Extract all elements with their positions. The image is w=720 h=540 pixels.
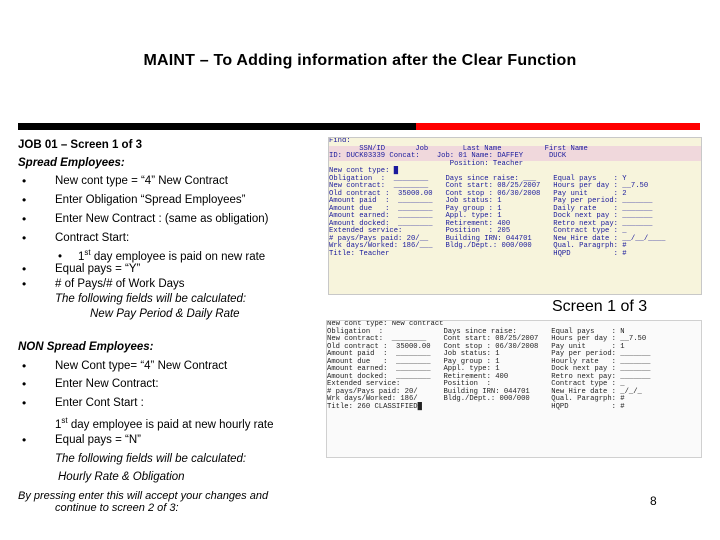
terminal-row: Amount earned: ________ Appl. type: 1 Dock next pay : _______ — [329, 212, 653, 220]
sub-bullet-sup: st — [84, 248, 91, 257]
spread-heading: Spread Employees: — [18, 157, 125, 169]
bullet: • — [22, 433, 27, 447]
first-day-line — [55, 414, 274, 432]
terminal-row: Old contract : 35000.00 Cont stop : 06/30/2008 Pay unit : 1 — [327, 342, 625, 351]
bullet: • — [22, 377, 27, 391]
terminal-row: # pays/Pays paid: 20/ Building IRN: 044701 New Hire date : _/_/_ — [327, 387, 642, 396]
terminal-row: Amount earned: ________ Appl. type: 1 Dock next pay : _______ — [327, 365, 651, 373]
terminal-row: Amount docked: ________ Retirement: 400 Retro next pay: _______ — [329, 219, 653, 228]
terminal-row: Extended service: Position : 205 Contract type : _ — [329, 227, 627, 235]
nonspread-calc-values: Hourly Rate & Obligation — [58, 471, 185, 483]
terminal-row: New contract: ________ Cont start: 08/25/2007 Hours per day : __7.50 — [327, 335, 647, 343]
spread-item: Equal pays = “Y” — [55, 263, 141, 275]
nonspread-heading: NON Spread Employees: — [18, 341, 154, 353]
bullet: • — [22, 277, 27, 291]
slide-title: MAINT – To Adding information after the Clear Function — [143, 52, 577, 69]
terminal-row: Amount paid : ________ Job status: 1 Pay per period: _______ — [329, 197, 653, 205]
title-rule-red — [416, 123, 700, 130]
first-day-text: day employee is paid at new hourly rate — [70, 418, 274, 431]
nonspread-item: New Cont type= “4” New Contract — [55, 360, 228, 372]
title-rule-black — [18, 123, 416, 130]
nonspread-item: Enter Cont Start : — [55, 397, 144, 409]
nonspread-item: Enter New Contract: — [55, 378, 159, 390]
terminal-row: Amount due : ________ Pay group : 1 Hourly rate : _______ — [327, 357, 651, 366]
page-number: 8 — [650, 494, 657, 508]
terminal-row: # pays/Pays paid: 20/__ Building IRN: 044701 New Hire date : __/__/____ — [329, 234, 666, 243]
footer-line-1: By pressing enter this will accept your changes and — [18, 490, 269, 502]
terminal-row: New cont type: New contract — [327, 320, 444, 328]
nonspread-calc-line: The following fields will be calculated: — [55, 453, 247, 465]
first-day-num: 1 — [55, 418, 62, 431]
terminal-row: Obligation : Days since raise: Equal pays : N — [327, 327, 625, 336]
terminal-row: Title: Teacher HQPD : # — [329, 249, 627, 258]
terminal-screen-1 — [328, 137, 702, 295]
spread-item: Enter New Contract : (same as obligation) — [55, 213, 269, 225]
sub-bullet-text: day employee is paid on new rate — [93, 250, 266, 263]
terminal-row: Extended service: Position : Contract type : _ — [327, 380, 625, 388]
bullet: • — [22, 193, 27, 207]
bullet: • — [22, 174, 27, 188]
bullet: • — [22, 396, 27, 410]
bullet: • — [22, 359, 27, 373]
bullet: • — [22, 262, 27, 276]
job-heading: JOB 01 – Screen 1 of 3 — [18, 139, 143, 151]
terminal-row: Amount paid : ________ Job status: 1 Pay per period: _______ — [327, 350, 651, 358]
spread-calc-values: New Pay Period & Daily Rate — [90, 308, 240, 320]
terminal-row: Wrk days/Worked: 186/___ Bldg./Dept.: 000/000 Qual. Paragrph: # — [329, 242, 627, 250]
spread-calc-line: The following fields will be calculated: — [55, 293, 247, 305]
terminal-row: Title: 260 CLASSIFIED█ HQPD : # — [327, 402, 625, 411]
footer-line-2: continue to screen 2 of 3: — [55, 502, 179, 514]
first-day-sup: st — [61, 416, 68, 425]
terminal-row: Position: Teacher — [329, 159, 524, 168]
sub-bullet-num: 1 — [78, 250, 85, 263]
spread-item: Enter Obligation “Spread Employees” — [55, 194, 246, 206]
terminal-row: Amount docked: ________ Retirement: 400 Retro next pay: _______ — [327, 372, 651, 381]
sub-bullet-dot: • — [58, 250, 79, 263]
equal-pays: Equal pays = “N” — [55, 434, 141, 446]
spread-item: # of Pays/# of Work Days — [55, 278, 185, 290]
terminal-row: New cont type: █ — [329, 167, 399, 175]
terminal-row: ID: DUCK03339 Concat: Job: 01 Name: DAFFEY DUCK — [329, 153, 701, 161]
bullet: • — [22, 212, 27, 226]
terminal-row: Old contract : 35000.00 Cont stop : 06/30/2008 Pay unit : 2 — [329, 189, 627, 198]
spread-item: Contract Start: — [55, 232, 130, 244]
terminal-row: Wrk days/Worked: 186/ Bldg./Dept.: 000/000 Qual. Paragrph: # — [327, 395, 625, 403]
spread-item: New cont type = “4” New Contract — [55, 175, 228, 187]
terminal-row: Find: — [329, 137, 351, 145]
terminal-screen-2 — [326, 320, 702, 458]
terminal-row: New contract: ________ Cont start: 08/25/2007 Hours per day : __7.50 — [329, 182, 649, 190]
screen-caption: Screen 1 of 3 — [552, 298, 648, 315]
terminal-row: Amount due : ________ Pay group : 1 Daily rate : _______ — [329, 204, 653, 213]
bullet: • — [22, 231, 27, 245]
terminal-row: Obligation : ________ Days since raise: ___ Equal pays : Y — [329, 174, 627, 183]
terminal-row: SSN/ID Job Last Name First Name — [329, 146, 701, 154]
